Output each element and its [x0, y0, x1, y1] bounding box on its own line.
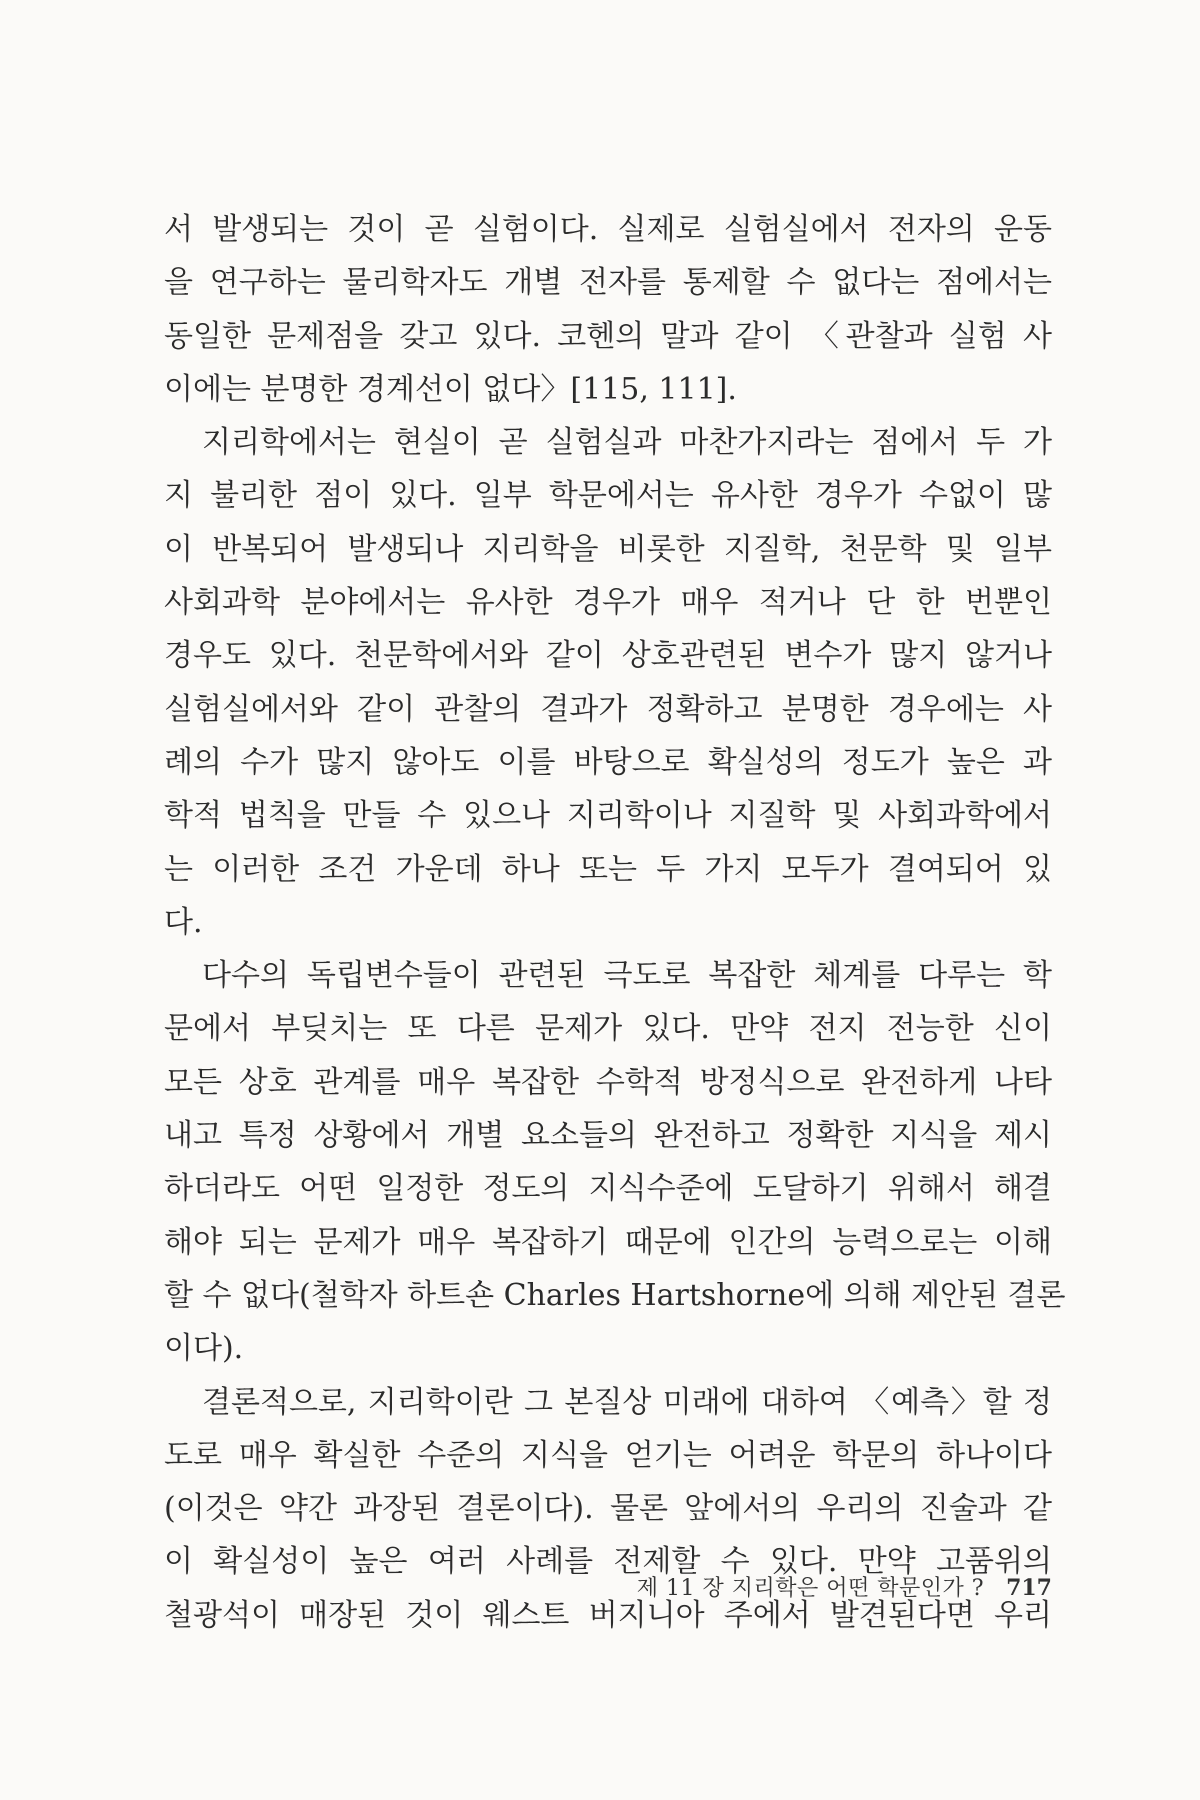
text-line: 결론적으로, 지리학이란 그 본질상 미래에 대하여 〈예측〉할 정: [202, 1384, 1052, 1420]
text-line: 지 불리한 점이 있다. 일부 학문에서는 유사한 경우가 수없이 많: [164, 478, 1052, 514]
text-line: 내고 특정 상황에서 개별 요소들의 완전하고 정확한 지식을 제시: [164, 1118, 1052, 1154]
text-line: 모든 상호 관계를 매우 복잡한 수학적 방정식으로 완전하게 나타: [164, 1064, 1052, 1100]
running-footer-title: 제 11 장 지리학은 어떤 학문인가 ?: [636, 1576, 985, 1601]
text-line: 도로 매우 확실한 수준의 지식을 얻기는 어려운 학문의 하나이다: [164, 1437, 1052, 1473]
text-line: 학적 법칙을 만들 수 있으나 지리학이나 지질학 및 사회과학에서: [164, 798, 1052, 834]
text-line: 이 확실성이 높은 여러 사례를 전제할 수 있다. 만약 고품위의: [164, 1544, 1052, 1580]
text-line: 례의 수가 많지 않아도 이를 바탕으로 확실성의 정도가 높은 과: [164, 744, 1052, 780]
text-line: 철광석이 매장된 것이 웨스트 버지니아 주에서 발견된다면 우리: [164, 1597, 1052, 1633]
text-line: 지리학에서는 현실이 곧 실험실과 마찬가지라는 점에서 두 가: [202, 425, 1052, 461]
text-line: 다.: [164, 904, 203, 940]
text-line: 이에는 분명한 경계선이 없다〉[115, 111].: [164, 371, 737, 407]
text-line: 경우도 있다. 천문학에서와 같이 상호관련된 변수가 많지 않거나: [164, 638, 1052, 674]
text-line: 동일한 문제점을 갖고 있다. 코헨의 말과 같이 〈관찰과 실험 사: [164, 318, 1052, 354]
text-line: 하더라도 어떤 일정한 정도의 지식수준에 도달하기 위해서 해결: [164, 1171, 1052, 1207]
text-line: 해야 되는 문제가 매우 복잡하기 때문에 인간의 능력으로는 이해: [164, 1224, 1052, 1260]
text-line: 을 연구하는 물리학자도 개별 전자를 통제할 수 없다는 점에서는: [164, 265, 1052, 301]
text-line: 는 이러한 조건 가운데 하나 또는 두 가지 모두가 결여되어 있: [164, 851, 1052, 887]
text-line: 문에서 부딪치는 또 다른 문제가 있다. 만약 전지 전능한 신이: [164, 1011, 1052, 1047]
paragraph-1: [164, 203, 1052, 416]
paragraph-2: [164, 416, 1052, 949]
text-line: 사회과학 분야에서는 유사한 경우가 매우 적거나 단 한 번뿐인: [164, 585, 1052, 621]
text-line: 다수의 독립변수들이 관련된 극도로 복잡한 체계를 다루는 학: [202, 958, 1052, 994]
page-footer: [560, 1568, 1052, 1608]
page-body: [164, 203, 1066, 1633]
text-line: 이 반복되어 발생되나 지리학을 비롯한 지질학, 천문학 및 일부: [164, 531, 1052, 567]
page-number: 717: [1006, 1575, 1052, 1601]
text-line: 실험실에서와 같이 관찰의 결과가 정확하고 분명한 경우에는 사: [164, 691, 1052, 727]
text-line: 이다).: [164, 1331, 244, 1367]
text-line: 서 발생되는 것이 곧 실험이다. 실제로 실험실에서 전자의 운동: [164, 212, 1052, 247]
text-line: 할 수 없다(철학자 하트숀 Charles Hartshorne에 의해 제안된 결론: [164, 1277, 1066, 1313]
text-line: (이것은 약간 과장된 결론이다). 물론 앞에서의 우리의 진술과 같: [164, 1491, 1052, 1527]
paragraph-3: [164, 949, 1066, 1375]
